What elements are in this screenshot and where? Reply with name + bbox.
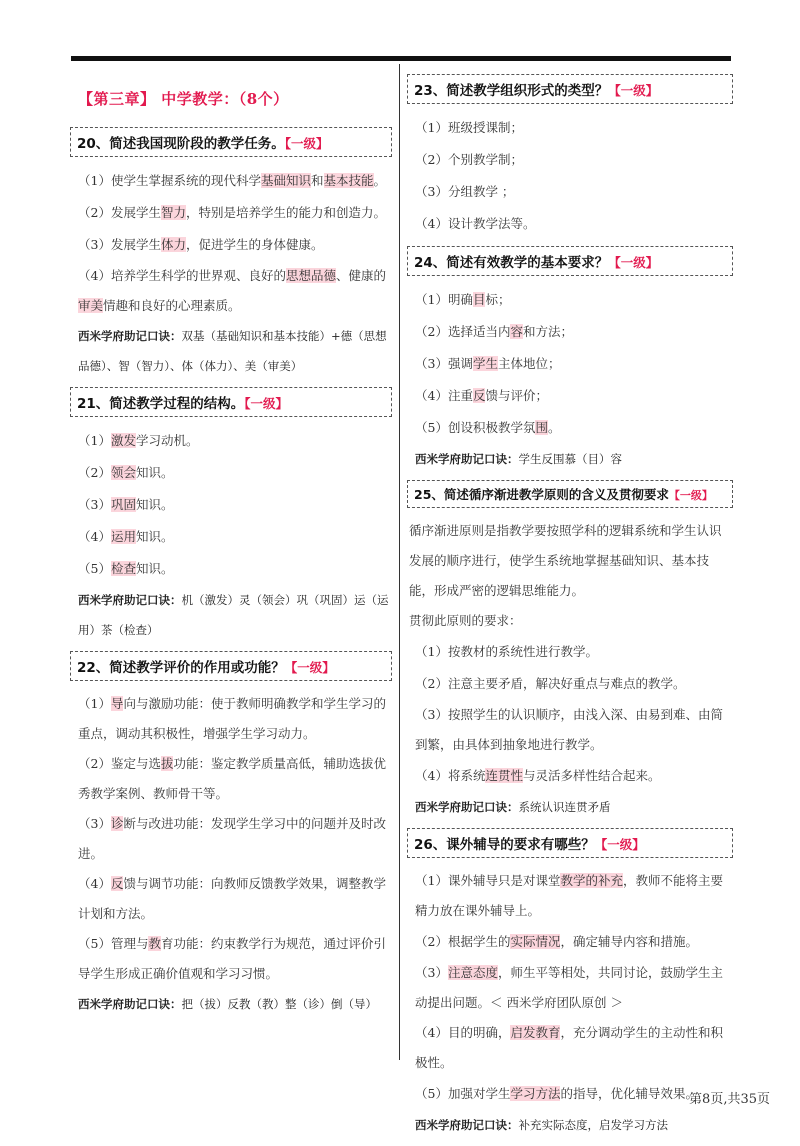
list-item: （4）注重反馈与评价； <box>415 388 548 403</box>
list-item: （3）诊断与改进功能：发现学生学习中的问题并及时改进。 <box>78 816 386 861</box>
question-25 <box>407 480 733 822</box>
list-item: （1）导向与激励功能：使于教师明确教学和学生学习的重点，调动其积极性，增强学生学习动力。 <box>78 696 386 741</box>
definition-paragraph: 循序渐进原则是指教学要按照学科的逻辑系统和学生认识发展的顺序进行，使学生系统地掌握基础知识、基本技能，形成严密的逻辑思维能力。 <box>409 523 722 598</box>
page-number: 第8页,共35页 <box>689 1092 770 1107</box>
question-23-title-box <box>407 74 733 104</box>
question-21 <box>70 387 392 645</box>
list-item: （2）注意主要矛盾，解决好重点与难点的教学。 <box>415 676 686 691</box>
list-item: （2）发展学生智力，特别是培养学生的能力和创造力。 <box>78 205 386 220</box>
list-item: （3）巩固知识。 <box>78 497 174 512</box>
list-item: （4）将系统连贯性与灵活多样性结合起来。 <box>415 768 661 783</box>
mnemonic: 西米学府助记口诀：把（拔）反教（教）整（诊）倒（导） <box>78 997 377 1011</box>
list-item: （2）鉴定与选拔功能：鉴定教学质量高低，辅助选拔优秀教学案例、教师骨干等。 <box>78 756 386 801</box>
list-item: （4）运用知识。 <box>78 529 174 544</box>
list-item: （3）发展学生体力，促进学生的身体健康。 <box>78 237 324 252</box>
list-item: （3）强调学生主体地位； <box>415 356 561 371</box>
left-column <box>70 76 392 1025</box>
list-item: （3）注意态度，师生平等相处，共同讨论，鼓励学生主动提出问题。＜ 西米学府团队原创 ＞ <box>415 965 723 1010</box>
list-item: （1）课外辅导只是对课堂教学的补充，教师不能将主要精力放在课外辅导上。 <box>415 873 723 918</box>
question-25-title-box <box>407 480 733 508</box>
level-tag: 【一级】 <box>594 837 645 852</box>
list-item: （2）根据学生的实际情况，确定辅导内容和措施。 <box>415 934 698 949</box>
question-22-title-box <box>70 651 392 681</box>
list-item: （2）领会知识。 <box>78 465 174 480</box>
list-item: （3）分组教学 ； <box>415 184 515 199</box>
mnemonic: 西米学府助记口诀：补充实际态度，启发学习方法 <box>415 1118 668 1132</box>
mnemonic: 西米学府助记口诀：学生反围慕（目）容 <box>415 452 622 466</box>
level-tag: 【一级】 <box>608 255 659 270</box>
question-26-title: 26、课外辅导的要求有哪些？ <box>414 837 595 853</box>
list-item: （1）使学生掌握系统的现代科学基础知识和基本技能。 <box>78 173 387 188</box>
list-item: （2）选择适当内容和方法； <box>415 324 573 339</box>
level-tag: 【一级】 <box>668 489 713 502</box>
level-tag: 【一级】 <box>284 136 329 151</box>
question-20-title: 20、简述我国现阶段的教学任务。 <box>77 136 285 152</box>
list-item: （4）目的明确，启发教育，充分调动学生的主动性和积极性。 <box>415 1025 723 1070</box>
question-23 <box>407 74 733 240</box>
level-tag: 【一级】 <box>284 660 335 675</box>
list-item: （4）反馈与调节功能：向教师反馈教学效果，调整教学计划和方法。 <box>78 876 386 921</box>
mnemonic: 西米学府助记口诀：双基（基础知识和基本技能）+德（思想品德）、智（智力）、体（体力）、美（审美） <box>78 329 387 373</box>
question-22 <box>70 651 392 1019</box>
question-22-title: 22、简述教学评价的作用或功能？ <box>77 660 285 676</box>
question-23-title: 23、简述教学组织形式的类型？ <box>414 83 609 99</box>
question-21-title-box <box>70 387 392 417</box>
question-24-title: 24、简述有效教学的基本要求？ <box>414 255 609 271</box>
level-tag: 【一级】 <box>244 396 289 411</box>
question-20-title-box <box>70 127 392 157</box>
question-26 <box>407 828 733 1140</box>
requirements-heading: 贯彻此原则的要求： <box>409 613 522 628</box>
chapter-title: 【第三章】 中学教学：（8个） <box>78 90 289 108</box>
mnemonic: 西米学府助记口诀：系统认识连贯矛盾 <box>415 800 611 814</box>
list-item: （4）设计教学法等。 <box>415 216 536 231</box>
list-item: （4）培养学生科学的世界观、良好的思想品德、健康的审美情趣和良好的心理素质。 <box>78 268 386 313</box>
list-item: （5）管理与教育功能：约束教学行为规范，通过评价引导学生形成正确价值观和学习习惯。 <box>78 936 386 981</box>
question-21-title: 21、简述教学过程的结构。 <box>77 396 245 412</box>
right-column <box>407 74 733 1146</box>
list-item: （5）检查知识。 <box>78 561 174 576</box>
list-item: （1）班级授课制； <box>415 120 523 135</box>
question-26-title-box <box>407 828 733 858</box>
list-item: （1）按教材的系统性进行教学。 <box>415 644 598 659</box>
question-24 <box>407 246 733 474</box>
question-25-title: 25、简述循序渐进教学原则的含义及贯彻要求 <box>414 487 669 502</box>
question-24-title-box <box>407 246 733 276</box>
question-20 <box>70 127 392 381</box>
column-divider <box>399 64 400 1060</box>
list-item: （5）创设积极教学氛围。 <box>415 420 561 435</box>
list-item: （2）个别教学制； <box>415 152 523 167</box>
top-rule <box>71 56 731 61</box>
mnemonic: 西米学府助记口诀：机（激发）灵（领会）巩（巩固）运（运用）茶（检查） <box>78 593 389 637</box>
list-item: （1）明确目标； <box>415 292 511 307</box>
level-tag: 【一级】 <box>608 83 659 98</box>
list-item: （5）加强对学生学习方法的指导，优化辅导效果。 <box>415 1086 698 1101</box>
list-item: （3）按照学生的认识顺序，由浅入深、由易到难、由简到繁，由具体到抽象地进行教学。 <box>415 707 723 752</box>
list-item: （1）激发学习动机。 <box>78 433 199 448</box>
